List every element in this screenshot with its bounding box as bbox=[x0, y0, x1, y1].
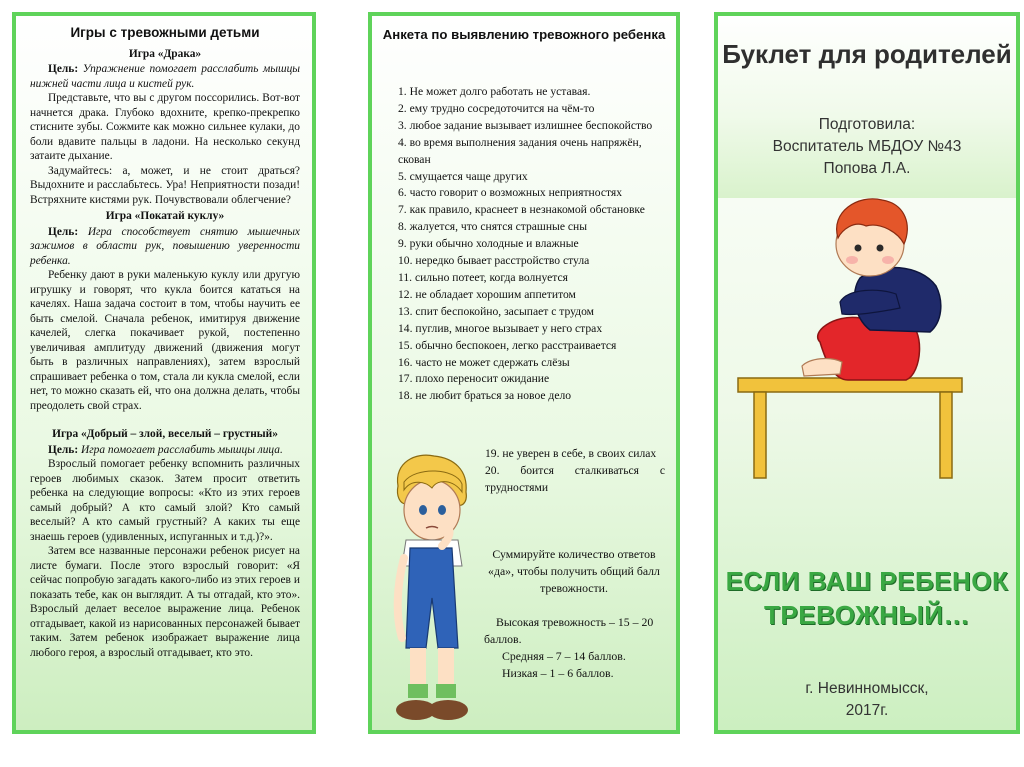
game1-para2: Задумайтесь: а, может, и не стоит драться? Выдохните и расслабьтесь. Ура! Неприятности позади! Встряхните кистями рук. Почувствовали облегчение? bbox=[30, 164, 300, 206]
anxiety-levels bbox=[484, 614, 664, 682]
game3-name: Игра «Добрый – злой, веселый – грустный» bbox=[52, 428, 278, 440]
game3-para2: Затем все названные персонажи ребенок рисует на листе бумаги. После этого взрослый говорит: «Я сейчас попробую загадать какого-либо из этих героев и показать тебе, как он выглядит. А ты отгадай, кто это». Взрослый делает веселое выражение лица. Ребенок отгадывает, какой из нарисованных персонажей бывает таким. Затем ребенок изображает выражение лица любого героя, а взрослый отгадывает, кто это. bbox=[30, 545, 300, 659]
game3-goal-text: Игра помогает расслабить мышцы лица. bbox=[80, 443, 283, 456]
game3-goal bbox=[30, 443, 300, 458]
questionnaire-list-continued bbox=[485, 446, 665, 497]
cover-panel bbox=[714, 12, 1020, 734]
booklet-headline: ЕСЛИ ВАШ РЕБЕНОК ТРЕВОЖНЫЙ… bbox=[725, 566, 1009, 630]
game1-name: Игра «Драка» bbox=[128, 47, 202, 60]
list-item: 19. не уверен в себе, в своих силах bbox=[485, 447, 657, 460]
list-item: 2. ему трудно сосредоточится на чём-то bbox=[398, 101, 595, 115]
thinking-boy-illustration bbox=[376, 448, 486, 734]
list-item: 5. смущается чаще других bbox=[398, 169, 528, 183]
game2-name: Игра «Покатай куклу» bbox=[105, 210, 225, 222]
list-item: 4. во время выполнения задания очень напряжён, скован bbox=[398, 135, 642, 166]
list-item: 12. не обладает хорошим аппетитом bbox=[398, 287, 576, 301]
list-item: 6. часто говорит о возможных неприятностях bbox=[398, 186, 623, 200]
author-role: Воспитатель МБДОУ №43 bbox=[772, 138, 962, 155]
list-item: 18. не любит браться за новое дело bbox=[398, 389, 572, 403]
list-item: 20. боится сталкиваться с трудностями bbox=[485, 463, 665, 494]
sad-boy-on-bench-illustration bbox=[730, 192, 1000, 492]
list-item: 9. руки обычно холодные и влажные bbox=[398, 237, 579, 251]
level-medium: Средняя – 7 – 14 баллов. bbox=[502, 649, 626, 663]
list-item: 17. плохо переносит ожидание bbox=[398, 372, 550, 386]
game1-goal bbox=[30, 62, 300, 91]
city: г. Невинномысск, bbox=[805, 680, 929, 697]
prepared-label: Подготовила: bbox=[818, 116, 916, 133]
list-item: 1. Не может долго работать не уставая. bbox=[398, 85, 591, 98]
list-item: 8. жалуется, что снятся страшные сны bbox=[398, 220, 588, 234]
game2-para1: Ребенку дают в руки маленькую куклу или другую игрушку и говорят, что кукла боится кататься на качелях. Наша задача состоит в том, чтобы научить ее быть смелой. Сначала ребенок, имитируя движение качелей, слегка покачивает рукой, постепенно увеличивая амплитуду движений (движения могут быть в различных направлениях), затем взрослый спрашивает ребенка о том, стала ли кукла смелой, если нет, то можно сказать ей, что она должна делать, чтобы преодолеть свой страх. bbox=[30, 269, 300, 412]
games-title: Игры с тревожными детьми bbox=[70, 25, 260, 40]
list-item: 7. как правило, краснеет в незнакомой обстановке bbox=[398, 203, 645, 217]
list-item: 15. обычно беспокоен, легко расстраивается bbox=[398, 338, 617, 352]
list-item: 13. спит беспокойно, засыпает с трудом bbox=[398, 304, 594, 318]
list-item: 10. нередко бывает расстройство стула bbox=[398, 254, 590, 268]
game1-para1: Представьте, что вы с другом поссорились. Вот-вот начнется драка. Глубоко вдохните, крепко-прекрепко стисните зубы. Сожмите как можно сильнее кулаки, до боли вдавите пальцы в ладони. На несколько секунд затаите дыхание. bbox=[30, 92, 300, 162]
questionnaire-list bbox=[398, 84, 660, 405]
game2-goal-label: Цель: bbox=[48, 225, 79, 238]
list-item: 11. сильно потеет, когда волнуется bbox=[398, 270, 568, 284]
year: 2017г. bbox=[845, 702, 889, 719]
questionnaire-title: Анкета по выявлению тревожного ребенка bbox=[382, 27, 666, 42]
city-year bbox=[718, 678, 1016, 722]
game3-goal-label: Цель: bbox=[48, 443, 79, 456]
prepared-by bbox=[718, 114, 1016, 180]
questionnaire-panel bbox=[368, 12, 680, 734]
game2-goal bbox=[30, 225, 300, 269]
author-name: Попова Л.А. bbox=[823, 160, 911, 177]
level-high: Высокая тревожность – 15 – 20 баллов. bbox=[484, 615, 654, 646]
scoring-summary: Суммируйте количество ответов «да», чтобы получить общий балл тревожности. bbox=[488, 547, 660, 595]
game1-goal-label: Цель: bbox=[48, 63, 79, 75]
list-item: 14. пуглив, многое вызывает у него страх bbox=[398, 321, 603, 335]
games-panel bbox=[12, 12, 316, 734]
game3-para1: Взрослый помогает ребенку вспомнить различных героев любимых сказок. Затем просит ответить ребенка на следующие вопросы: «Кто из этих героев самый добрый? А кто самый злой? Кто самый веселый? А кто самый грустный? А каких ты еще знаешь героев (удивленных, испуганных и т.д.)?». bbox=[30, 458, 300, 543]
list-item: 16. часто не может сдержать слёзы bbox=[398, 355, 570, 369]
games-content bbox=[30, 26, 300, 660]
list-item: 3. любое задание вызывает излишнее беспокойство bbox=[398, 118, 653, 132]
booklet-title: Буклет для родителей bbox=[722, 39, 1012, 69]
game2-goal-text: Игра способствует снятию мышечных зажимов в области рук, повышению уверенности ребенка. bbox=[30, 225, 300, 267]
game1-goal-text: Упражнение помогает расслабить мышцы нижней части лица и кистей рук. bbox=[30, 63, 300, 90]
level-low: Низкая – 1 – 6 баллов. bbox=[502, 666, 614, 680]
